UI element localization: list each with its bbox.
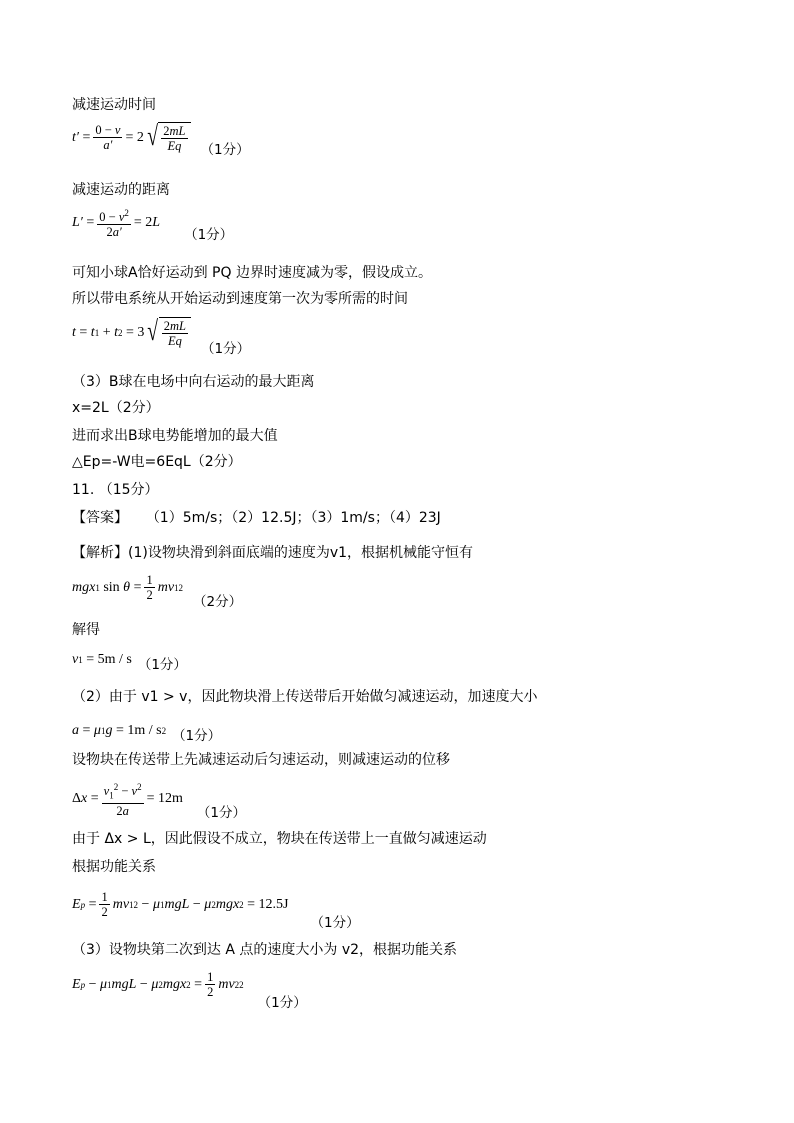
score-label: （1分） [200, 141, 250, 158]
text-line: （2）由于 v1 > v，因此物块滑上传送带后开始做匀减速运动，加速度大小 [72, 689, 538, 705]
text-line: 设物块在传送带上先减速运动后匀速运动，则减速运动的位移 [72, 752, 450, 768]
question-number: 11. （15分） [72, 482, 159, 498]
text-line: 进而求出B球电势能增加的最大值 [72, 428, 278, 444]
answer-label: 【答案】 [72, 510, 128, 526]
text-line: 由于 Δx > L，因此假设不成立，物块在传送带上一直做匀减速运动 [72, 831, 487, 847]
answer-line [72, 508, 441, 528]
text-line: 减速运动的距离 [72, 182, 170, 198]
score-label: （1分） [310, 914, 360, 931]
equation-energy-conservation: mgx 1 sin θ = $\frac{1}{2}$ mv 1 2 （2分） [72, 573, 243, 610]
score-label: （1分） [257, 994, 307, 1011]
text-line: 减速运动时间 [72, 97, 156, 113]
equation-t-prime: t′ = $\frac{0 - v}{a'}$ = 2 √ $\frac{2mL}{Eq}$ （1分） [72, 121, 250, 158]
score-label: （2分） [193, 593, 243, 610]
equation-l-prime: L′ = $\frac{0 - v^2}{2a'}$ = 2 L （1分） [72, 208, 234, 243]
analysis-line [72, 543, 473, 563]
equation-v1: v 1 = 5m / s （1分） [72, 652, 187, 673]
equation-displacement: Δ x = $\frac{v_1^2 - v^2}{2a}$ = 12m （1分） [72, 782, 246, 821]
text-line: 所以带电系统从开始运动到速度第一次为零所需的时间 [72, 291, 408, 307]
equation-acceleration: a = μ 1 g = 1m / s 2 （1分） [72, 723, 222, 744]
score-label: （1分） [184, 226, 234, 243]
equation-ep: E p = $\frac{1}{2}$ mv 1 2 − μ 1 mgL − μ 2 mgx 2 = 12.5J （1分） [72, 890, 360, 931]
score-label: （1分） [137, 657, 187, 673]
text-line: 根据功能关系 [72, 859, 156, 875]
text-line: 可知小球A恰好运动到 PQ 边界时速度减为零，假设成立。 [72, 265, 432, 281]
text-line: x=2L（2分） [72, 400, 160, 416]
score-label: （1分） [196, 804, 246, 821]
text-line: （3）设物块第二次到达 A 点的速度大小为 v2，根据功能关系 [72, 942, 458, 958]
answer-body: （1）5m/s；（2）12.5J；（3）1m/s；（4）23J [145, 510, 441, 526]
analysis-body: (1)设物块滑到斜面底端的速度为v1，根据机械能守恒有 [128, 545, 474, 561]
score-label: （1分） [172, 728, 222, 744]
text-line: 解得 [72, 622, 100, 638]
text-line: △Ep=-W电=6EqL（2分） [72, 454, 242, 470]
score-label: （1分） [201, 340, 251, 357]
text-line: （3）B球在电场中向右运动的最大距离 [72, 374, 315, 390]
analysis-label: 【解析】 [72, 545, 128, 561]
equation-v2: E p − μ 1 mgL − μ 2 mgx 2 = $\frac{1}{2}$ mv 2 2 （1分） [72, 970, 307, 1011]
equation-total-time: t = t 1 + t 2 = 3 √ $\frac{2mL}{Eq}$ （1分） [72, 316, 251, 357]
